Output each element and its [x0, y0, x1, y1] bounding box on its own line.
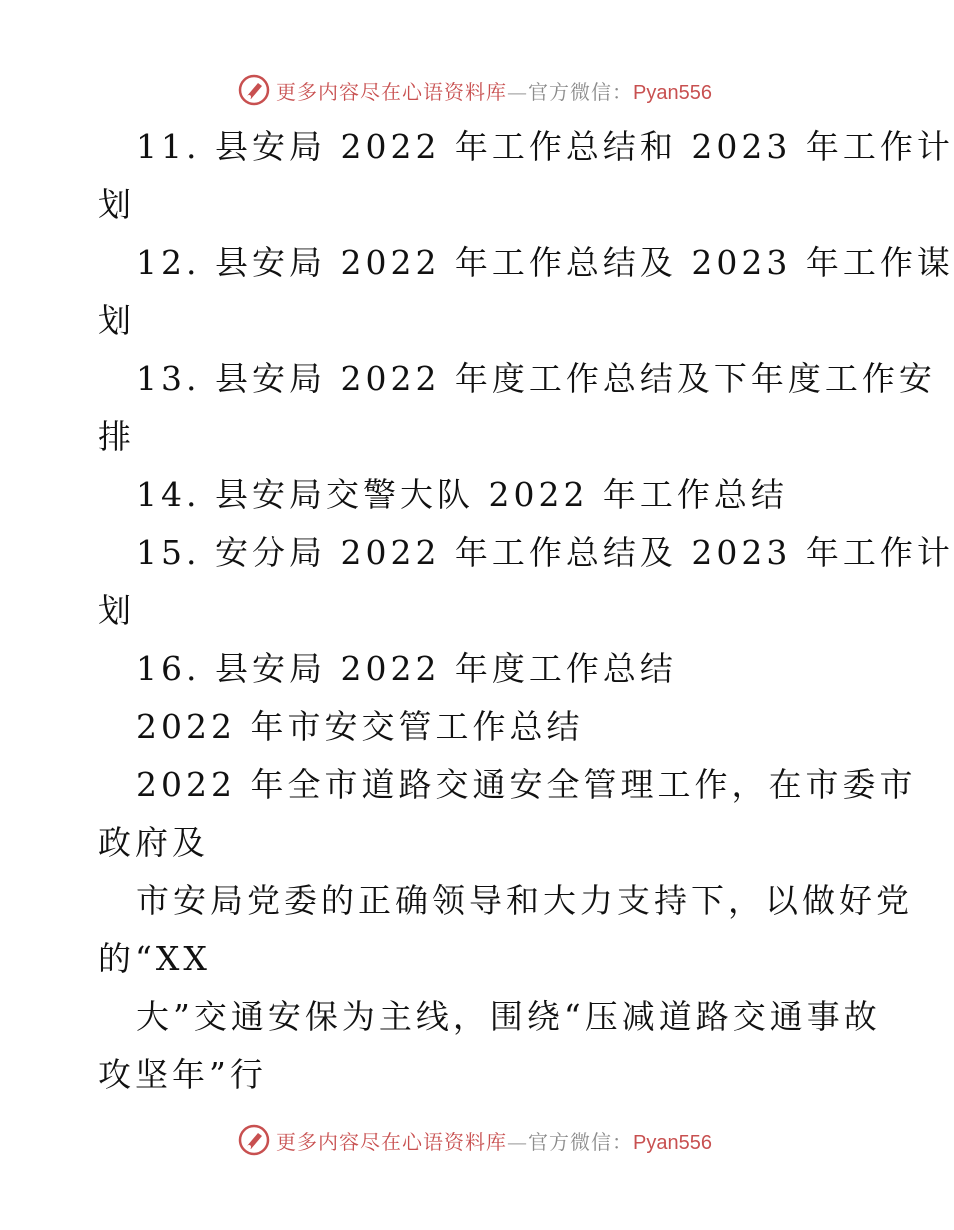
text-line: 15. 安分局 2022 年工作总结及 2023 年工作计	[136, 533, 954, 572]
banner-dash: —	[507, 79, 529, 104]
pen-nib-logo-icon	[238, 1124, 270, 1156]
banner-text	[276, 76, 712, 105]
text-line: 11. 县安局 2022 年工作总结和 2023 年工作计	[136, 127, 954, 166]
text-line: 划	[98, 301, 135, 340]
banner-text	[276, 1126, 712, 1155]
text-line: 政府及	[98, 823, 209, 862]
text-line: 2022 年市安交管工作总结	[136, 707, 584, 746]
footer-banner	[0, 1120, 950, 1160]
banner-wechat-label: 官方微信：	[528, 1129, 634, 1154]
text-line: 划	[98, 591, 135, 630]
text-line: 13. 县安局 2022 年度工作总结及下年度工作安	[136, 359, 936, 398]
text-line: 划	[98, 185, 135, 224]
text-line: 12. 县安局 2022 年工作总结及 2023 年工作谋	[136, 243, 954, 282]
text-line: 2022 年全市道路交通安全管理工作，在市委市	[136, 765, 917, 804]
banner-brand: 更多内容尽在心语资料库	[276, 1129, 508, 1154]
text-line: 16. 县安局 2022 年度工作总结	[136, 649, 677, 688]
pen-nib-logo-icon	[238, 74, 270, 106]
banner-wechat-id: Pyan556	[633, 81, 712, 104]
text-line: 14. 县安局交警大队 2022 年工作总结	[136, 475, 788, 514]
text-line: 市安局党委的正确领导和大力支持下，以做好党	[136, 881, 913, 920]
document-body	[98, 118, 954, 1104]
banner-brand: 更多内容尽在心语资料库	[276, 79, 508, 104]
header-banner	[0, 70, 950, 110]
text-line: 攻坚年”行	[98, 1055, 267, 1094]
text-line: 大”交通安保为主线，围绕“压减道路交通事故	[136, 997, 881, 1036]
banner-wechat-id: Pyan556	[633, 1131, 712, 1154]
banner-dash: —	[507, 1129, 529, 1154]
text-line: 的“XX	[98, 939, 211, 978]
banner-wechat-label: 官方微信：	[528, 79, 634, 104]
text-line: 排	[98, 417, 135, 456]
